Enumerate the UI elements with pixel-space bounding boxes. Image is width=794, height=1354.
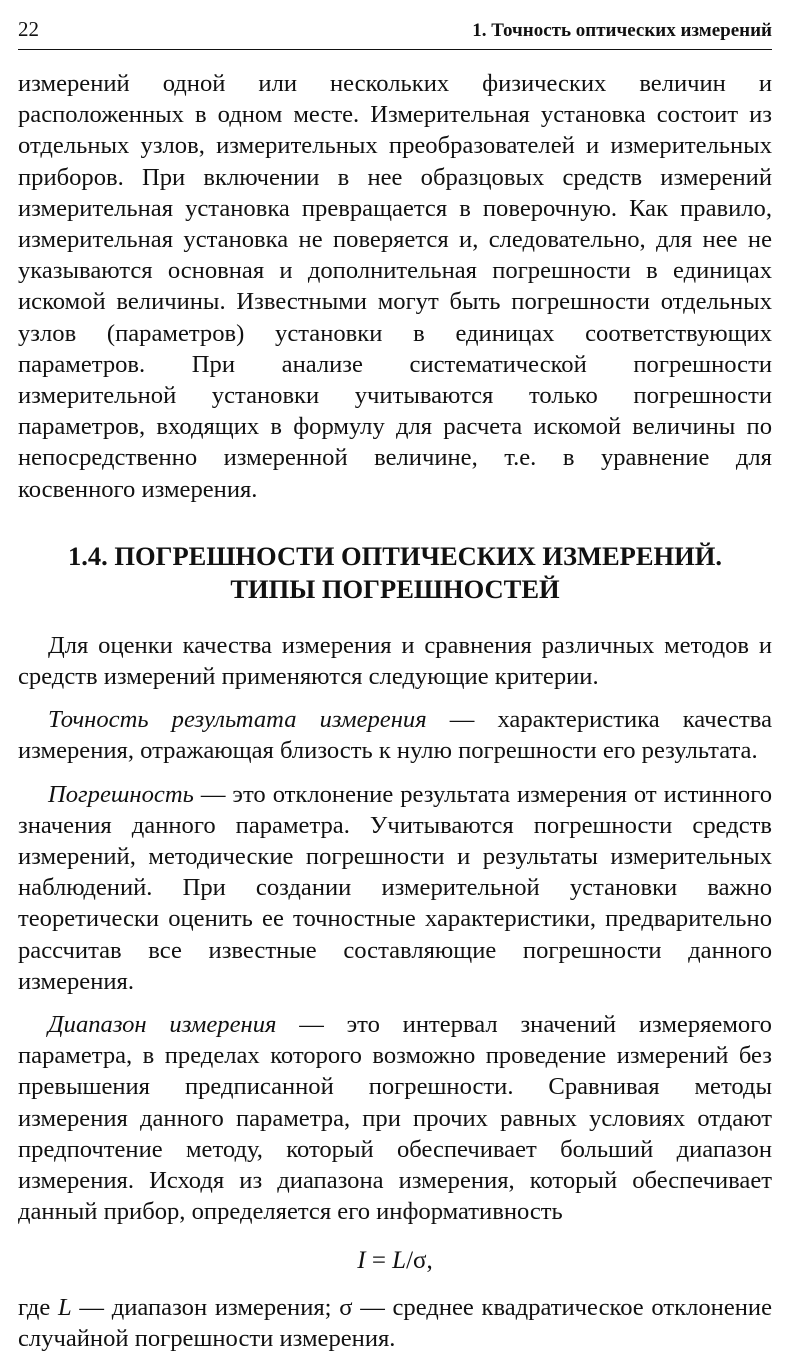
paragraph-range-definition [18, 1009, 772, 1227]
paragraph-criteria-intro: Для оценки качества измерения и сравнения различных методов и средств измерений применяются следующие критерии. [18, 631, 772, 691]
paragraph-accuracy-definition [18, 704, 772, 766]
explanation-text: — диапазон измерения; σ — среднее квадратическое отклонение случайной погрешности измерения. [18, 1293, 772, 1352]
paragraph-formula-explanation [18, 1292, 772, 1354]
page-number: 22 [18, 17, 39, 41]
explanation-variable: L [58, 1293, 72, 1321]
term-range: Диапазон измерения [48, 1011, 277, 1039]
definition-range: — это интервал значений измеряемого параметра, в пределах которого возможно проведение измерений без превышения предписанной погрешности. Сравнивая методы измерения данного параметра, при прочих равных условиях отдают предпочтение методу, который обеспечивает больший диапазон измерения. Исходя из диапазона измерения, который обеспечивает данный прибор, определяется его информативность [18, 1011, 772, 1226]
section-heading-line-2: ТИПЫ ПОГРЕШНОСТЕЙ [230, 573, 560, 604]
term-accuracy: Точность результата измерения [48, 706, 427, 734]
section-heading-line-1: 1.4. ПОГРЕШНОСТИ ОПТИЧЕСКИХ ИЗМЕРЕНИЙ. [68, 540, 722, 571]
definition-accuracy: — характеристика качества измерения, отражающая близость к нулю погрешности его результата. [18, 706, 772, 765]
formula-rhs-rest: /σ, [406, 1246, 433, 1274]
term-error: Погрешность [48, 780, 194, 808]
formula-rhs-variable: L [392, 1246, 407, 1274]
definition-error: — это отклонение результата измерения от истинного значения данного параметра. Учитываются погрешности средств измерений, методические погрешности и результаты измерительных наблюдений. При создании измерительной установки важно теоретически оценить ее точностные характеристики, предварительно рассчитав все известные составляющие погрешности данного измерения. [18, 780, 772, 995]
chapter-title: 1. Точность оптических измерений [472, 20, 772, 41]
formula-equals: = [365, 1246, 393, 1274]
paragraph-error-definition [18, 779, 772, 997]
running-head [18, 14, 772, 50]
book-page [18, 14, 772, 1354]
formula-lhs: I [357, 1246, 366, 1274]
explanation-prefix: где [18, 1293, 59, 1321]
informativity-formula [18, 1244, 772, 1278]
section-heading [18, 540, 772, 606]
paragraph-continuation: измерений одной или нескольких физических величин и расположенных в одном месте. Измерительная установка состоит из отдельных узлов, измерительных преобразователей и измерительных приборов. При включении в нее образцовых средств измерений измерительная установка превращается в поверочную. Как правило, измерительная установка не поверяется и, следовательно, для нее не указываются основная и дополнительная погрешности в единицах искомой величины. Известными могут быть погрешности отдельных узлов (параметров) установки в единицах соответствующих параметров. При анализе систематической погрешности измерительной установки учитываются только погрешности параметров, входящих в формулу для расчета искомой величины по непосредственно измеренной величине, т.е. в уравнение для косвенного измерения. [18, 70, 772, 503]
